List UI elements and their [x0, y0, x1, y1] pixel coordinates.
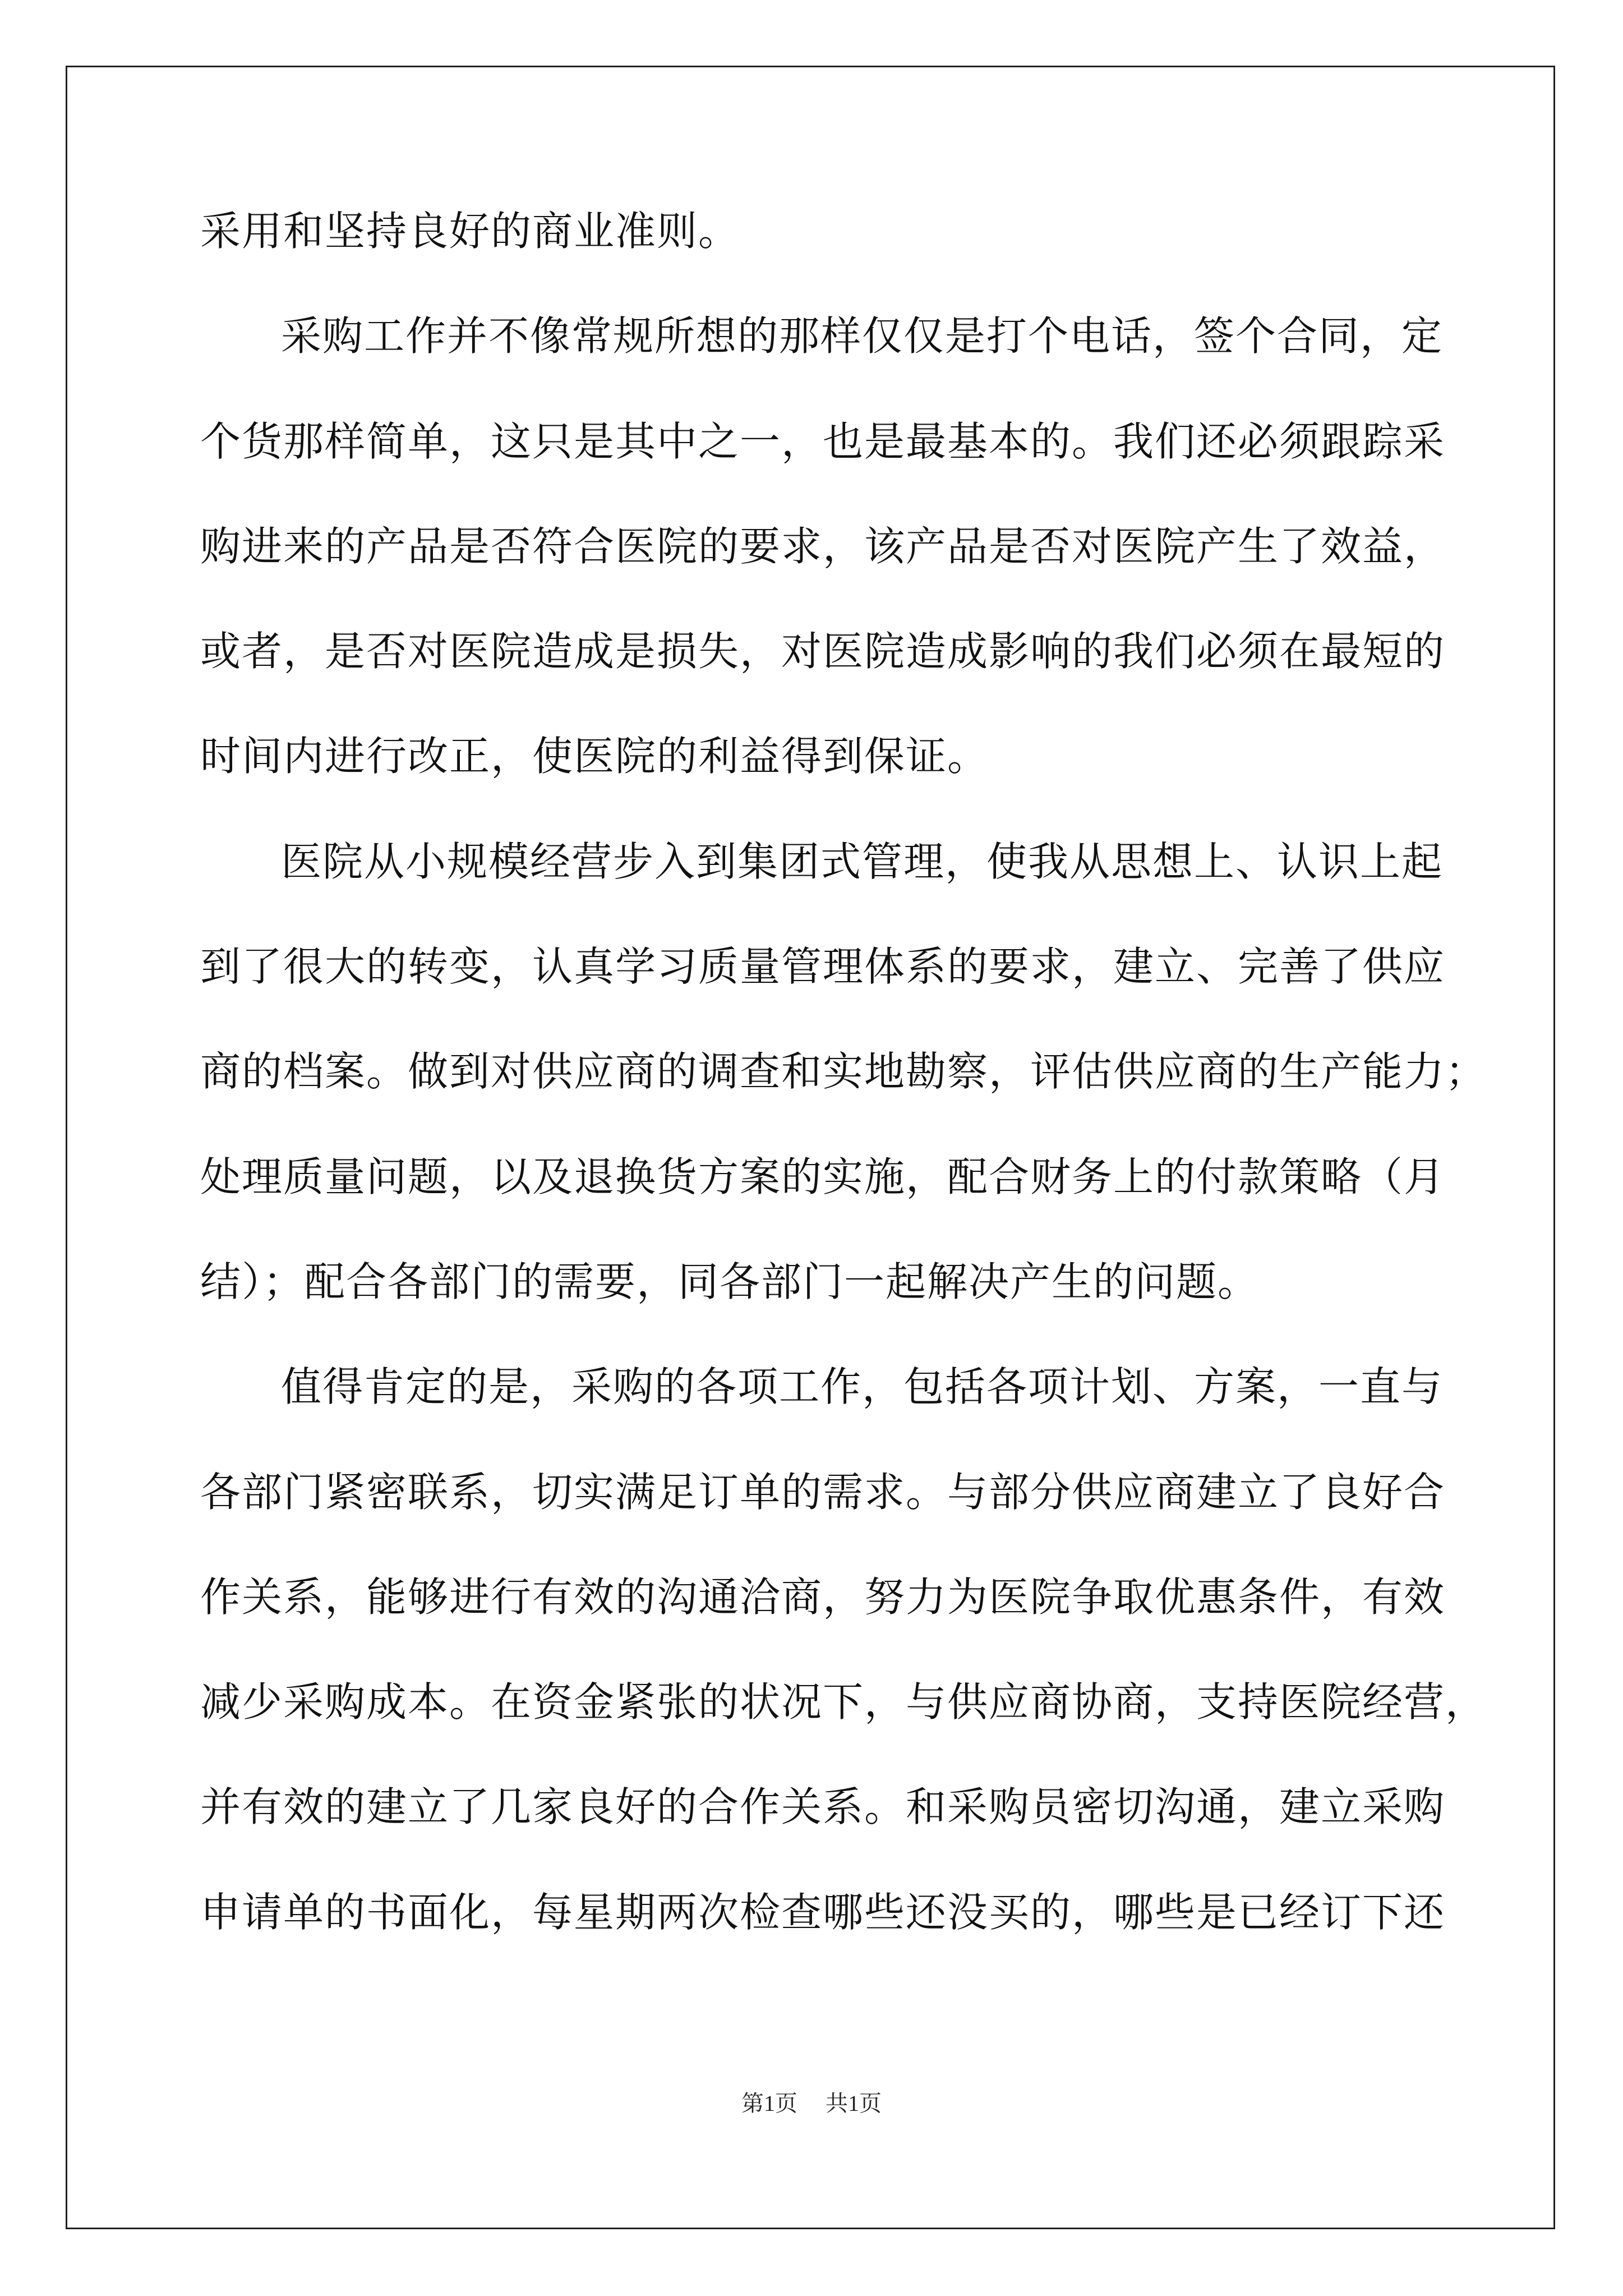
page-count: 共1页 [826, 2091, 882, 2116]
paragraph-first-line: 医院从小规模经营步入到集团式管理，使我从思想上、认识上起 [281, 838, 1444, 885]
text-line: 减少采购成本。在资金紧张的状况下，与供应商协商，支持医院经营， [200, 1678, 1487, 1726]
text-line: 或者，是否对医院造成是损失，对医院造成影响的我们必须在最短的 [200, 628, 1446, 675]
text-line: 结）；配合各部门的需要，同各部门一起解决产生的问题。 [200, 1258, 1260, 1305]
text-line: 采用和坚持良好的商业准则。 [200, 208, 740, 255]
page-footer [0, 2090, 1623, 2118]
text-line: 购进来的产品是否符合医院的要求，该产品是否对医院产生了效益， [200, 522, 1446, 570]
text-line: 商的档案。做到对供应商的调查和实地勘察，评估供应商的生产能力； [200, 1048, 1487, 1096]
text-line: 个货那样简单，这只是其中之一，也是最基本的。我们还必须跟踪采 [200, 417, 1446, 465]
page-number: 第1页 [741, 2091, 797, 2116]
text-line: 并有效的建立了几家良好的合作关系。和采购员密切沟通，建立采购 [200, 1783, 1446, 1831]
text-line: 各部门紧密联系，切实满足订单的需求。与部分供应商建立了良好合 [200, 1468, 1446, 1516]
text-line: 申请单的书面化，每星期两次检查哪些还没买的，哪些是已经订下还 [200, 1888, 1446, 1936]
paragraph-first-line: 采购工作并不像常规所想的那样仅仅是打个电话，签个合同，定 [281, 312, 1444, 360]
text-line: 时间内进行改正，使医院的利益得到保证。 [200, 733, 989, 780]
text-line: 到了很大的转变，认真学习质量管理体系的要求，建立、完善了供应 [200, 943, 1446, 991]
text-line: 作关系，能够进行有效的沟通洽商，努力为医院争取优惠条件，有效 [200, 1573, 1446, 1621]
paragraph-first-line: 值得肯定的是，采购的各项工作，包括各项计划、方案，一直与 [281, 1363, 1444, 1411]
text-line: 处理质量问题，以及退换货方案的实施，配合财务上的付款策略（月 [200, 1153, 1446, 1200]
document-body [200, 205, 1487, 1991]
